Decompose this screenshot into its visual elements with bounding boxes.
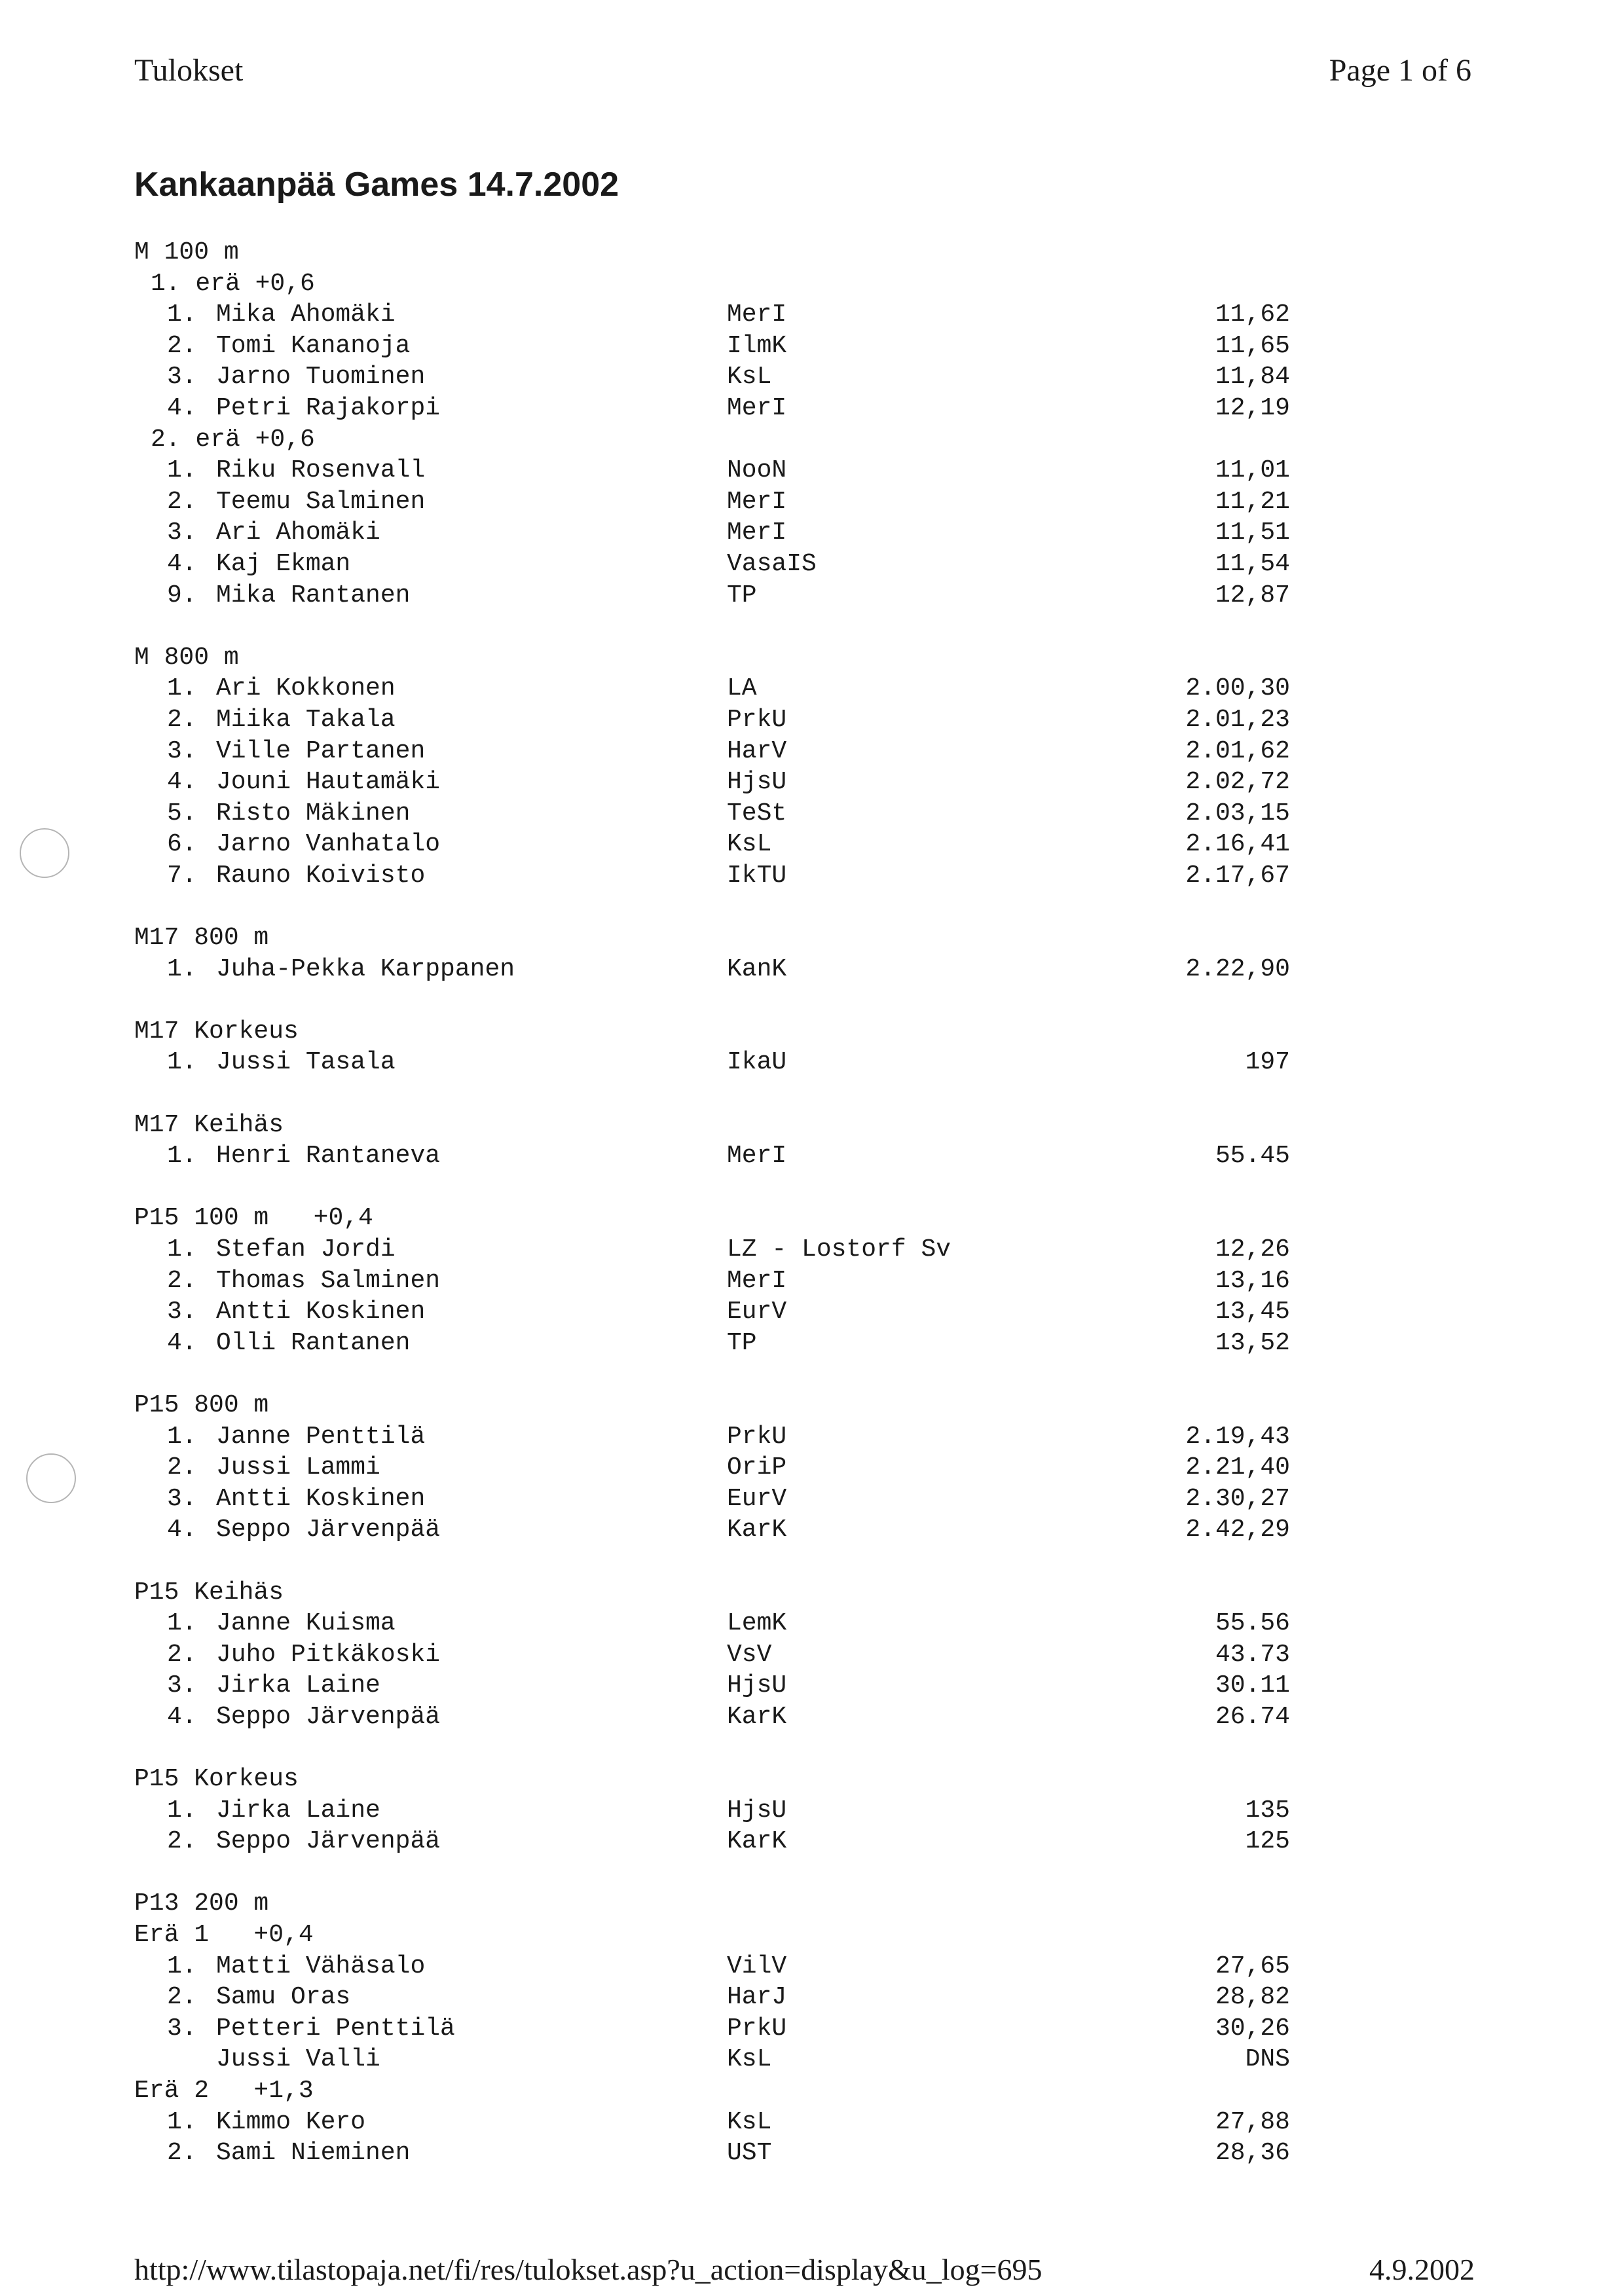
club-code: HarJ <box>727 1983 787 2012</box>
club-code: MerI <box>727 1142 787 1171</box>
placing: 2. <box>167 331 197 360</box>
placing: 1. <box>167 1235 197 1264</box>
result-value: 2.22,90 <box>1185 955 1290 983</box>
athlete-name: Jarno Vanhatalo <box>216 830 441 859</box>
athlete-name: Thomas Salminen <box>216 1266 441 1295</box>
club-code: KarK <box>727 1516 787 1544</box>
result-value: 2.17,67 <box>1185 861 1290 890</box>
punch-hole-mark <box>20 828 69 878</box>
result-value: 28,36 <box>1215 2139 1290 2168</box>
athlete-name: Janne Kuisma <box>216 1609 396 1638</box>
document-title: Kankaanpää Games 14.7.2002 <box>134 166 619 204</box>
heat-label: 1. erä +0,6 <box>151 269 315 298</box>
result-value: 12,26 <box>1215 1235 1290 1264</box>
footer-date: 4.9.2002 <box>1369 2253 1475 2286</box>
club-code: MerI <box>727 1266 787 1295</box>
placing: 6. <box>167 830 197 859</box>
athlete-name: Seppo Järvenpää <box>216 1516 441 1544</box>
placing: 3. <box>167 363 197 392</box>
result-value: 55.56 <box>1215 1609 1290 1638</box>
club-code: PrkU <box>727 705 787 734</box>
club-code: KsL <box>727 830 772 859</box>
punch-hole-mark <box>26 1453 76 1503</box>
result-value: 2.19,43 <box>1185 1422 1290 1451</box>
event-name: M17 Keihäs <box>134 1110 284 1139</box>
result-value: 2.02,72 <box>1185 768 1290 797</box>
athlete-name: Petteri Penttilä <box>216 2014 455 2043</box>
athlete-name: Stefan Jordi <box>216 1235 396 1264</box>
result-value: 11,51 <box>1215 519 1290 547</box>
athlete-name: Ari Ahomäki <box>216 519 380 547</box>
club-code: KsL <box>727 2107 772 2136</box>
result-value: 2.01,62 <box>1185 737 1290 765</box>
club-code: OriP <box>727 1453 787 1482</box>
placing: 4. <box>167 1516 197 1544</box>
club-code: VilV <box>727 1952 787 1980</box>
result-value: 11,84 <box>1215 363 1290 392</box>
result-value: 2.21,40 <box>1185 1453 1290 1482</box>
athlete-name: Ville Partanen <box>216 737 426 765</box>
athlete-name: Antti Koskinen <box>216 1484 426 1513</box>
athlete-name: Miika Takala <box>216 705 396 734</box>
placing: 7. <box>167 861 197 890</box>
athlete-name: Risto Mäkinen <box>216 799 411 828</box>
event-name: P15 100 m +0,4 <box>134 1204 373 1233</box>
athlete-name: Mika Rantanen <box>216 581 411 610</box>
event-name: M17 800 m <box>134 924 269 953</box>
athlete-name: Jussi Valli <box>216 2045 380 2074</box>
result-value: 55.45 <box>1215 1142 1290 1171</box>
athlete-name: Henri Rantaneva <box>216 1142 441 1171</box>
athlete-name: Jouni Hautamäki <box>216 768 441 797</box>
result-value: 26.74 <box>1215 1702 1290 1731</box>
club-code: HjsU <box>727 768 787 797</box>
placing: 3. <box>167 2014 197 2043</box>
result-value: 30,26 <box>1215 2014 1290 2043</box>
heat-label: Erä 2 +1,3 <box>134 2077 314 2105</box>
placing: 3. <box>167 1484 197 1513</box>
placing: 3. <box>167 1298 197 1326</box>
club-code: LA <box>727 674 757 703</box>
athlete-name: Kimmo Kero <box>216 2107 366 2136</box>
result-value: 11,01 <box>1215 456 1290 485</box>
club-code: KanK <box>727 955 787 983</box>
club-code: PrkU <box>727 1422 787 1451</box>
placing: 9. <box>167 581 197 610</box>
event-name: M 800 m <box>134 643 239 672</box>
placing: 5. <box>167 799 197 828</box>
placing: 1. <box>167 674 197 703</box>
result-value: 197 <box>1245 1048 1290 1077</box>
placing: 1. <box>167 955 197 983</box>
placing: 3. <box>167 737 197 765</box>
athlete-name: Antti Koskinen <box>216 1298 426 1326</box>
athlete-name: Petri Rajakorpi <box>216 393 441 422</box>
athlete-name: Jirka Laine <box>216 1671 380 1700</box>
placing: 2. <box>167 2139 197 2168</box>
athlete-name: Juha-Pekka Karppanen <box>216 955 515 983</box>
result-value: 13,52 <box>1215 1328 1290 1357</box>
club-code: HarV <box>727 737 787 765</box>
result-value: 13,16 <box>1215 1266 1290 1295</box>
placing: 1. <box>167 1609 197 1638</box>
result-value: 2.00,30 <box>1185 674 1290 703</box>
club-code: EurV <box>727 1484 787 1513</box>
club-code: LZ - Lostorf Sv <box>727 1235 951 1264</box>
club-code: KarK <box>727 1702 787 1731</box>
club-code: TeSt <box>727 799 787 828</box>
placing: 1. <box>167 301 197 329</box>
result-value: 11,62 <box>1215 301 1290 329</box>
club-code: VsV <box>727 1640 772 1669</box>
page-number: Page 1 of 6 <box>1329 53 1471 88</box>
placing: 2. <box>167 487 197 516</box>
club-code: TP <box>727 581 757 610</box>
club-code: MerI <box>727 519 787 547</box>
result-value: 11,65 <box>1215 331 1290 360</box>
club-code: VasaIS <box>727 549 817 578</box>
club-code: IlmK <box>727 331 787 360</box>
result-value: 135 <box>1245 1796 1290 1825</box>
club-code: KarK <box>727 1827 787 1856</box>
placing: 2. <box>167 705 197 734</box>
result-value: 11,21 <box>1215 487 1290 516</box>
athlete-name: Jussi Tasala <box>216 1048 396 1077</box>
placing: 4. <box>167 1702 197 1731</box>
result-value: 27,88 <box>1215 2107 1290 2136</box>
result-value: 11,54 <box>1215 549 1290 578</box>
athlete-name: Juho Pitkäkoski <box>216 1640 441 1669</box>
placing: 2. <box>167 1983 197 2012</box>
athlete-name: Ari Kokkonen <box>216 674 396 703</box>
athlete-name: Matti Vähäsalo <box>216 1952 426 1980</box>
result-value: 13,45 <box>1215 1298 1290 1326</box>
athlete-name: Teemu Salminen <box>216 487 426 516</box>
result-value: 28,82 <box>1215 1983 1290 2012</box>
athlete-name: Mika Ahomäki <box>216 301 396 329</box>
club-code: KsL <box>727 2045 772 2074</box>
athlete-name: Seppo Järvenpää <box>216 1827 441 1856</box>
placing: 1. <box>167 1142 197 1171</box>
placing: 1. <box>167 2107 197 2136</box>
heat-label: 2. erä +0,6 <box>151 425 315 454</box>
result-value: 2.01,23 <box>1185 705 1290 734</box>
club-code: IkaU <box>727 1048 787 1077</box>
placing: 1. <box>167 1048 197 1077</box>
result-value: DNS <box>1245 2045 1290 2074</box>
event-name: M17 Korkeus <box>134 1017 299 1046</box>
event-name: P15 800 m <box>134 1391 269 1419</box>
club-code: KsL <box>727 363 772 392</box>
athlete-name: Samu Oras <box>216 1983 351 2012</box>
result-value: 27,65 <box>1215 1952 1290 1980</box>
result-value: 12,19 <box>1215 393 1290 422</box>
result-value: 125 <box>1245 1827 1290 1856</box>
club-code: LemK <box>727 1609 787 1638</box>
result-value: 12,87 <box>1215 581 1290 610</box>
athlete-name: Seppo Järvenpää <box>216 1702 441 1731</box>
athlete-name: Olli Rantanen <box>216 1328 411 1357</box>
result-value: 2.42,29 <box>1185 1516 1290 1544</box>
athlete-name: Sami Nieminen <box>216 2139 411 2168</box>
event-name: P15 Korkeus <box>134 1765 299 1794</box>
athlete-name: Jussi Lammi <box>216 1453 380 1482</box>
club-code: MerI <box>727 487 787 516</box>
club-code: MerI <box>727 393 787 422</box>
athlete-name: Riku Rosenvall <box>216 456 426 485</box>
result-value: 43.73 <box>1215 1640 1290 1669</box>
placing: 3. <box>167 1671 197 1700</box>
event-name: M 100 m <box>134 238 239 266</box>
result-value: 2.16,41 <box>1185 830 1290 859</box>
athlete-name: Janne Penttilä <box>216 1422 426 1451</box>
club-code: TP <box>727 1328 757 1357</box>
result-value: 2.03,15 <box>1185 799 1290 828</box>
placing: 3. <box>167 519 197 547</box>
event-name: P15 Keihäs <box>134 1578 284 1607</box>
club-code: EurV <box>727 1298 787 1326</box>
event-name: P13 200 m <box>134 1889 269 1918</box>
placing: 4. <box>167 393 197 422</box>
club-code: HjsU <box>727 1796 787 1825</box>
athlete-name: Jarno Tuominen <box>216 363 426 392</box>
placing: 2. <box>167 1453 197 1482</box>
placing: 4. <box>167 549 197 578</box>
placing: 4. <box>167 768 197 797</box>
placing: 2. <box>167 1266 197 1295</box>
result-value: 2.30,27 <box>1185 1484 1290 1513</box>
club-code: MerI <box>727 301 787 329</box>
heat-label: Erä 1 +0,4 <box>134 1921 314 1950</box>
placing: 1. <box>167 1422 197 1451</box>
footer-url[interactable]: http://www.tilastopaja.net/fi/res/tulokset.asp?u_action=display&u_log=695 <box>134 2253 1043 2286</box>
club-code: PrkU <box>727 2014 787 2043</box>
club-code: IkTU <box>727 861 787 890</box>
club-code: NooN <box>727 456 787 485</box>
athlete-name: Kaj Ekman <box>216 549 351 578</box>
result-value: 30.11 <box>1215 1671 1290 1700</box>
placing: 1. <box>167 1796 197 1825</box>
athlete-name: Rauno Koivisto <box>216 861 426 890</box>
placing: 2. <box>167 1640 197 1669</box>
placing: 4. <box>167 1328 197 1357</box>
club-code: UST <box>727 2139 772 2168</box>
athlete-name: Jirka Laine <box>216 1796 380 1825</box>
placing: 2. <box>167 1827 197 1856</box>
club-code: HjsU <box>727 1671 787 1700</box>
placing: 1. <box>167 456 197 485</box>
placing: 1. <box>167 1952 197 1980</box>
athlete-name: Tomi Kananoja <box>216 331 411 360</box>
page-header-title: Tulokset <box>134 53 244 88</box>
